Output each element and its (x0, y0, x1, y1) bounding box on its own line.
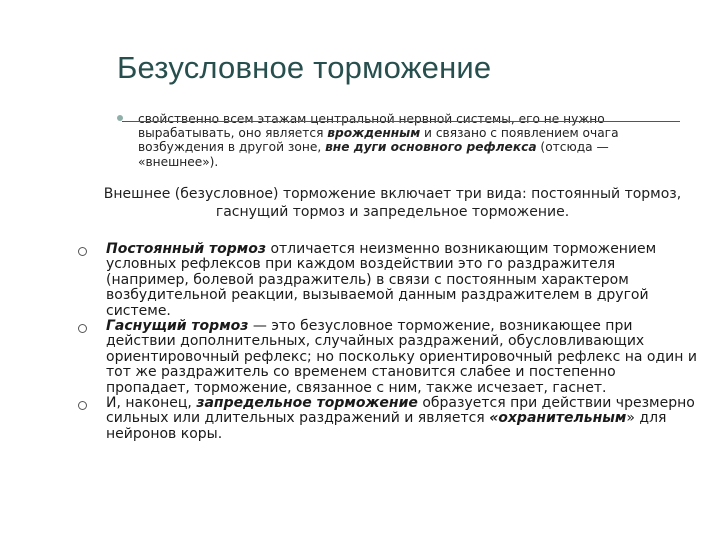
item-text: И, наконец, (106, 395, 197, 412)
term-protective: «охранительным (489, 410, 627, 427)
item-text: — это безусловное торможение, возникающее при действии дополнительных, случайных раздражений, обусловливающих ориентировочный рефлекс; но поскольку ориентировочный рефлекс на один и тот же раздражитель со временем становится слабее и постепенно пропадает, торможение, связанное с ним, также исчезает, гаснет. (106, 318, 697, 396)
hollow-circle-bullet-icon (78, 247, 87, 256)
slide-title: Безусловное торможение (117, 50, 492, 85)
intro-emphasis-innate: врожденным (327, 126, 421, 141)
intro-text-part: и связано с появлением очага возбуждения в другой зоне, (138, 126, 619, 155)
item-text: образуется при действии чрезмерно сильных или длительных раздражений и является (106, 395, 695, 427)
term-constant-brake: Постоянный тормоз (106, 241, 266, 257)
term-transmarginal-inhibition: запредельное торможение (196, 395, 418, 412)
strikethrough-line (122, 121, 680, 122)
term-fading-brake: Гаснущий тормоз (106, 318, 249, 335)
hollow-circle-bullet-icon (78, 324, 87, 333)
list-item-constant-brake (78, 242, 700, 319)
hollow-circle-bullet-icon (78, 401, 87, 410)
intro-bullet (122, 112, 692, 169)
types-summary-paragraph: Внешнее (безусловное) торможение включает три вида: постоянный тормоз, гаснущий тормоз и запредельное торможение. (103, 186, 682, 220)
item-text: » для нейронов коры. (106, 410, 667, 442)
intro-text-part: (отсюда — «внешнее»). (138, 140, 609, 169)
intro-text-part: свойственно всем этажам центральной нервной системы, его не нужно вырабатывать, оно является (138, 112, 605, 141)
inhibition-types-list (78, 242, 700, 442)
intro-emphasis-reflex-arc: вне дуги основного рефлекса (325, 140, 537, 155)
item-text: отличается неизменно возникающим торможением условных рефлексов при каждом воздействии это го раздражителя (например, болевой раздражитель) в связи с постоянным характером возбудительной реакции, вызываемой данным раздражителем в другой системе. (106, 241, 657, 319)
list-item-fading-brake (78, 319, 700, 396)
list-item-transmarginal-inhibition (78, 396, 700, 442)
